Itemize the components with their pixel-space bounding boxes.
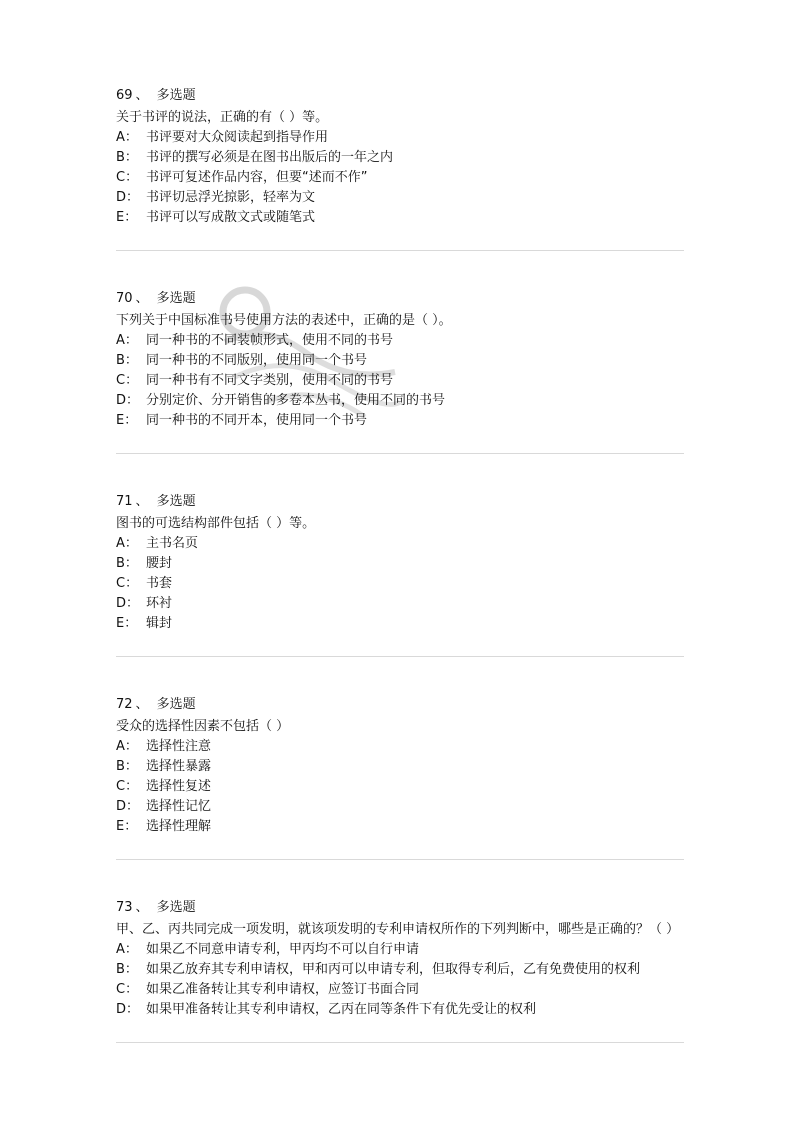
question-separator: 、 — [135, 494, 149, 509]
question-number: 69 — [116, 88, 133, 103]
question-type: 多选题 — [156, 291, 196, 306]
option-letter: D： — [116, 799, 140, 814]
question-number: 73 — [116, 900, 133, 915]
option-b — [116, 757, 684, 777]
option-letter: B： — [116, 150, 138, 165]
question-header — [116, 898, 684, 918]
option-text: 分别定价、分开销售的多卷本丛书，使用不同的书号 — [146, 393, 446, 408]
option-b — [116, 351, 684, 371]
option-text: 书评的撰写必须是在图书出版后的一年之内 — [146, 150, 394, 165]
option-e — [116, 208, 684, 228]
option-text: 主书名页 — [146, 536, 199, 551]
divider — [116, 859, 684, 860]
question-number: 72 — [116, 697, 133, 712]
option-a — [116, 737, 684, 757]
option-letter: C： — [116, 170, 139, 185]
question-separator: 、 — [135, 697, 149, 712]
question-type: 多选题 — [156, 494, 196, 509]
option-text: 选择性暴露 — [146, 759, 212, 774]
question-header — [116, 695, 684, 715]
question-71 — [116, 492, 684, 634]
option-text: 同一种书有不同文字类别，使用不同的书号 — [146, 373, 394, 388]
option-letter: C： — [116, 982, 139, 997]
option-e — [116, 411, 684, 431]
question-72 — [116, 695, 684, 837]
question-stem: 受众的选择性因素不包括（ ） — [116, 719, 290, 734]
option-text: 同一种书的不同版别，使用同一个书号 — [146, 353, 368, 368]
question-list — [116, 86, 684, 1081]
option-letter: A： — [116, 739, 138, 754]
question-header — [116, 86, 684, 106]
question-stem: 甲、乙、丙共同完成一项发明，就该项发明的专利申请权所作的下列判断中，哪些是正确的？（ ） — [116, 922, 680, 937]
question-number: 71 — [116, 494, 133, 509]
option-text: 选择性理解 — [146, 819, 212, 834]
option-text: 同一种书的不同装帧形式，使用不同的书号 — [146, 333, 394, 348]
question-separator: 、 — [135, 900, 149, 915]
option-letter: E： — [116, 819, 138, 834]
option-text: 如果甲准备转让其专利申请权，乙丙在同等条件下有优先受让的权利 — [146, 1002, 537, 1017]
question-type: 多选题 — [156, 88, 196, 103]
option-letter: A： — [116, 130, 138, 145]
question-header — [116, 289, 684, 309]
option-d — [116, 391, 684, 411]
option-a — [116, 331, 684, 351]
question-type: 多选题 — [156, 900, 196, 915]
option-text: 如果乙放弃其专利申请权，甲和丙可以申请专利，但取得专利后，乙有免费使用的权利 — [146, 962, 641, 977]
option-d — [116, 1000, 684, 1020]
option-letter: A： — [116, 536, 138, 551]
option-a — [116, 128, 684, 148]
option-c — [116, 980, 684, 1000]
option-text: 环衬 — [146, 596, 173, 611]
question-separator: 、 — [135, 291, 149, 306]
option-a — [116, 534, 684, 554]
divider — [116, 1042, 684, 1043]
option-text: 书评可以写成散文式或随笔式 — [146, 210, 316, 225]
option-c — [116, 168, 684, 188]
question-69 — [116, 86, 684, 228]
option-text: 辑封 — [146, 616, 173, 631]
question-73 — [116, 898, 684, 1020]
option-d — [116, 188, 684, 208]
option-letter: D： — [116, 596, 140, 611]
option-c — [116, 777, 684, 797]
question-stem: 图书的可选结构部件包括（ ）等。 — [116, 516, 316, 531]
option-text: 选择性复述 — [146, 779, 212, 794]
option-letter: E： — [116, 210, 138, 225]
option-letter: E： — [116, 616, 138, 631]
option-letter: D： — [116, 190, 140, 205]
option-letter: A： — [116, 942, 138, 957]
option-letter: E： — [116, 413, 138, 428]
option-d — [116, 594, 684, 614]
question-separator: 、 — [135, 88, 149, 103]
option-text: 书评切忌浮光掠影，轻率为文 — [146, 190, 316, 205]
option-a — [116, 940, 684, 960]
option-letter: C： — [116, 779, 139, 794]
option-d — [116, 797, 684, 817]
option-letter: B： — [116, 962, 138, 977]
option-letter: B： — [116, 759, 138, 774]
option-letter: A： — [116, 333, 138, 348]
question-header — [116, 492, 684, 512]
option-c — [116, 574, 684, 594]
option-text: 同一种书的不同开本，使用同一个书号 — [146, 413, 368, 428]
option-letter: D： — [116, 393, 140, 408]
option-text: 选择性注意 — [146, 739, 212, 754]
option-e — [116, 817, 684, 837]
option-text: 如果乙不同意申请专利，甲丙均不可以自行申请 — [146, 942, 420, 957]
divider — [116, 656, 684, 657]
question-stem: 关于书评的说法，正确的有（ ）等。 — [116, 110, 329, 125]
divider — [116, 453, 684, 454]
option-text: 书套 — [146, 576, 173, 591]
question-type: 多选题 — [156, 697, 196, 712]
option-letter: C： — [116, 373, 139, 388]
option-b — [116, 960, 684, 980]
option-text: 选择性记忆 — [146, 799, 212, 814]
option-b — [116, 554, 684, 574]
option-text: 书评可复述作品内容，但要“述而不作” — [146, 170, 368, 185]
question-number: 70 — [116, 291, 133, 306]
option-letter: B： — [116, 556, 138, 571]
option-text: 如果乙准备转让其专利申请权，应签订书面合同 — [146, 982, 420, 997]
question-70 — [116, 289, 684, 431]
option-text: 腰封 — [146, 556, 173, 571]
option-letter: B： — [116, 353, 138, 368]
option-letter: C： — [116, 576, 139, 591]
question-stem: 下列关于中国标准书号使用方法的表述中，正确的是（ ）。 — [116, 313, 452, 328]
option-e — [116, 614, 684, 634]
divider — [116, 250, 684, 251]
option-b — [116, 148, 684, 168]
option-letter: D： — [116, 1002, 140, 1017]
option-text: 书评要对大众阅读起到指导作用 — [146, 130, 329, 145]
option-c — [116, 371, 684, 391]
